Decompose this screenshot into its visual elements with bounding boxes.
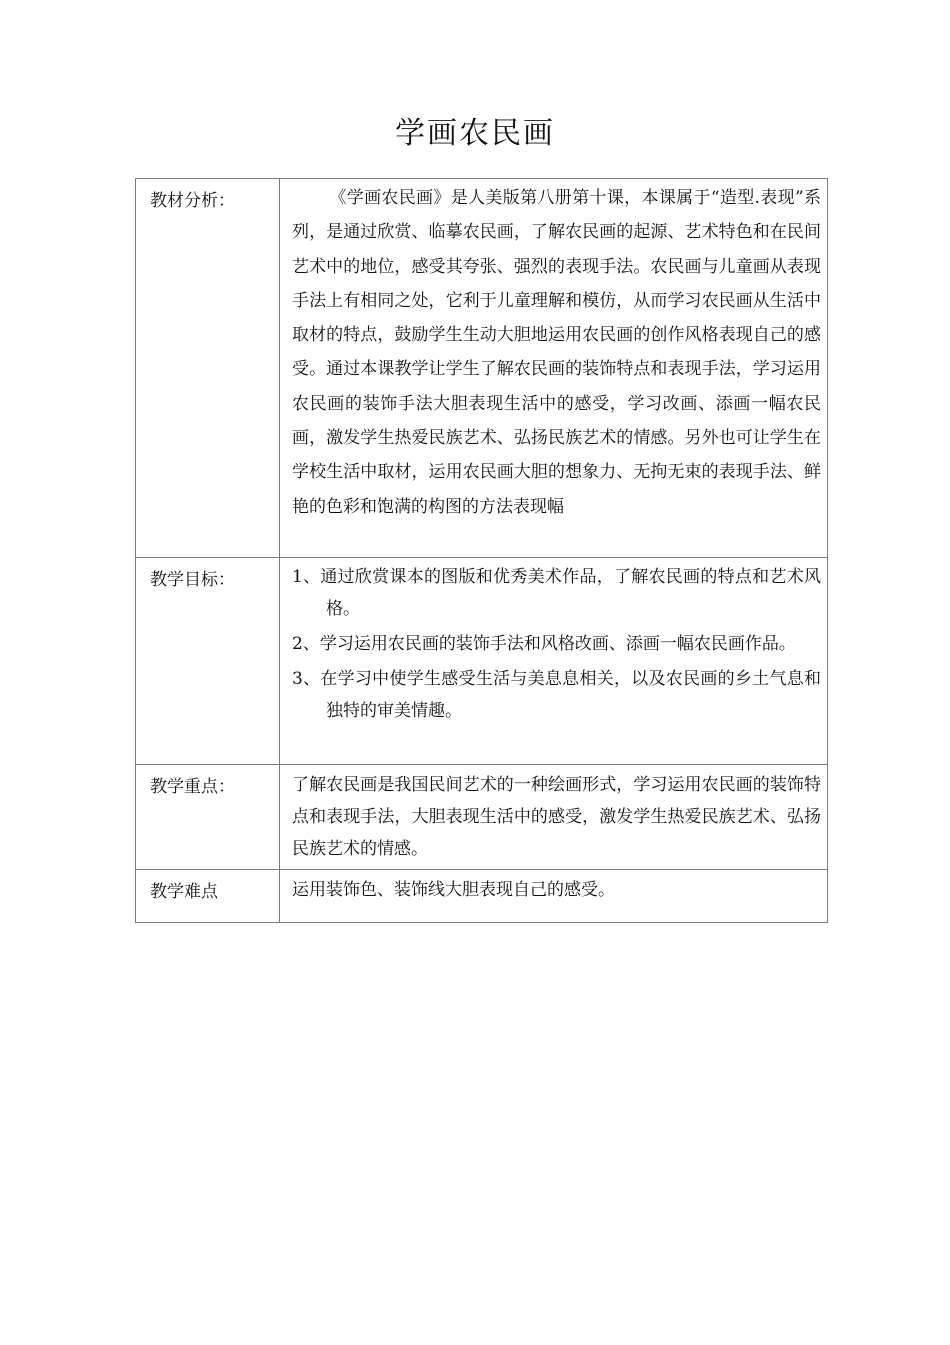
cell-teaching-focus — [280, 765, 828, 870]
teaching-goal-item: 2、学习运用农民画的装饰手法和风格改画、添画一幅农民画作品。 — [292, 634, 796, 654]
cell-material-analysis — [280, 179, 828, 558]
table-row-focus — [136, 765, 828, 870]
teaching-goals-list — [292, 560, 821, 760]
label-teaching-difficulty: 教学难点 — [136, 870, 280, 923]
table-row-difficulty — [136, 870, 828, 923]
material-analysis-text: 《学画农民画》是人美版第八册第十课，本课属于“造型.表现”系列，是通过欣赏、临摹农民画，了解农民画的起源、艺术特色和在民间艺术中的地位，感受其夸张、强烈的表现手法。农民画与儿童画从表现手法上有相同之处，它利于儿童理解和模仿，从而学习农民画从生活中取材的特点，鼓励学生生动大胆地运用农民画的创作风格表现自己的感受。通过本课教学让学生了解农民画的装饰特点和表现手法，学习运用农民画的装饰手法大胆表现生活中的感受，学习改画、添画一幅农民画，激发学生热爱民族艺术、弘扬民族艺术的情感。另外也可让学生在学校生活中取材，运用农民画大胆的想象力、无拘无束的表现手法、鲜艳的色彩和饱满的构图的方法表现幅 — [292, 188, 821, 517]
document-title: 学画农民画 — [395, 116, 555, 151]
teaching-focus-text: 了解农民画是我国民间艺术的一种绘画形式，学习运用农民画的装饰特点和表现手法，大胆表现生活中的感受，激发学生热爱民族艺术、弘扬民族艺术的情感。 — [292, 775, 821, 859]
lesson-plan-table — [135, 178, 828, 923]
table-row-analysis — [136, 179, 828, 558]
cell-teaching-difficulty — [280, 870, 828, 923]
label-teaching-focus: 教学重点： — [136, 765, 280, 870]
label-teaching-goals: 教学目标： — [136, 558, 280, 765]
cell-teaching-goals — [280, 558, 828, 765]
teaching-goal-item: 1、通过欣赏课本的图版和优秀美术作品，了解农民画的特点和艺术风格。 — [292, 567, 821, 619]
label-material-analysis: 教材分析： — [136, 179, 280, 558]
table-row-goals — [136, 558, 828, 765]
teaching-goal-item: 3、在学习中使学生感受生活与美息息相关，以及农民画的乡土气息和独特的审美情趣。 — [292, 669, 821, 721]
teaching-difficulty-text: 运用装饰色、装饰线大胆表现自己的感受。 — [292, 880, 615, 900]
